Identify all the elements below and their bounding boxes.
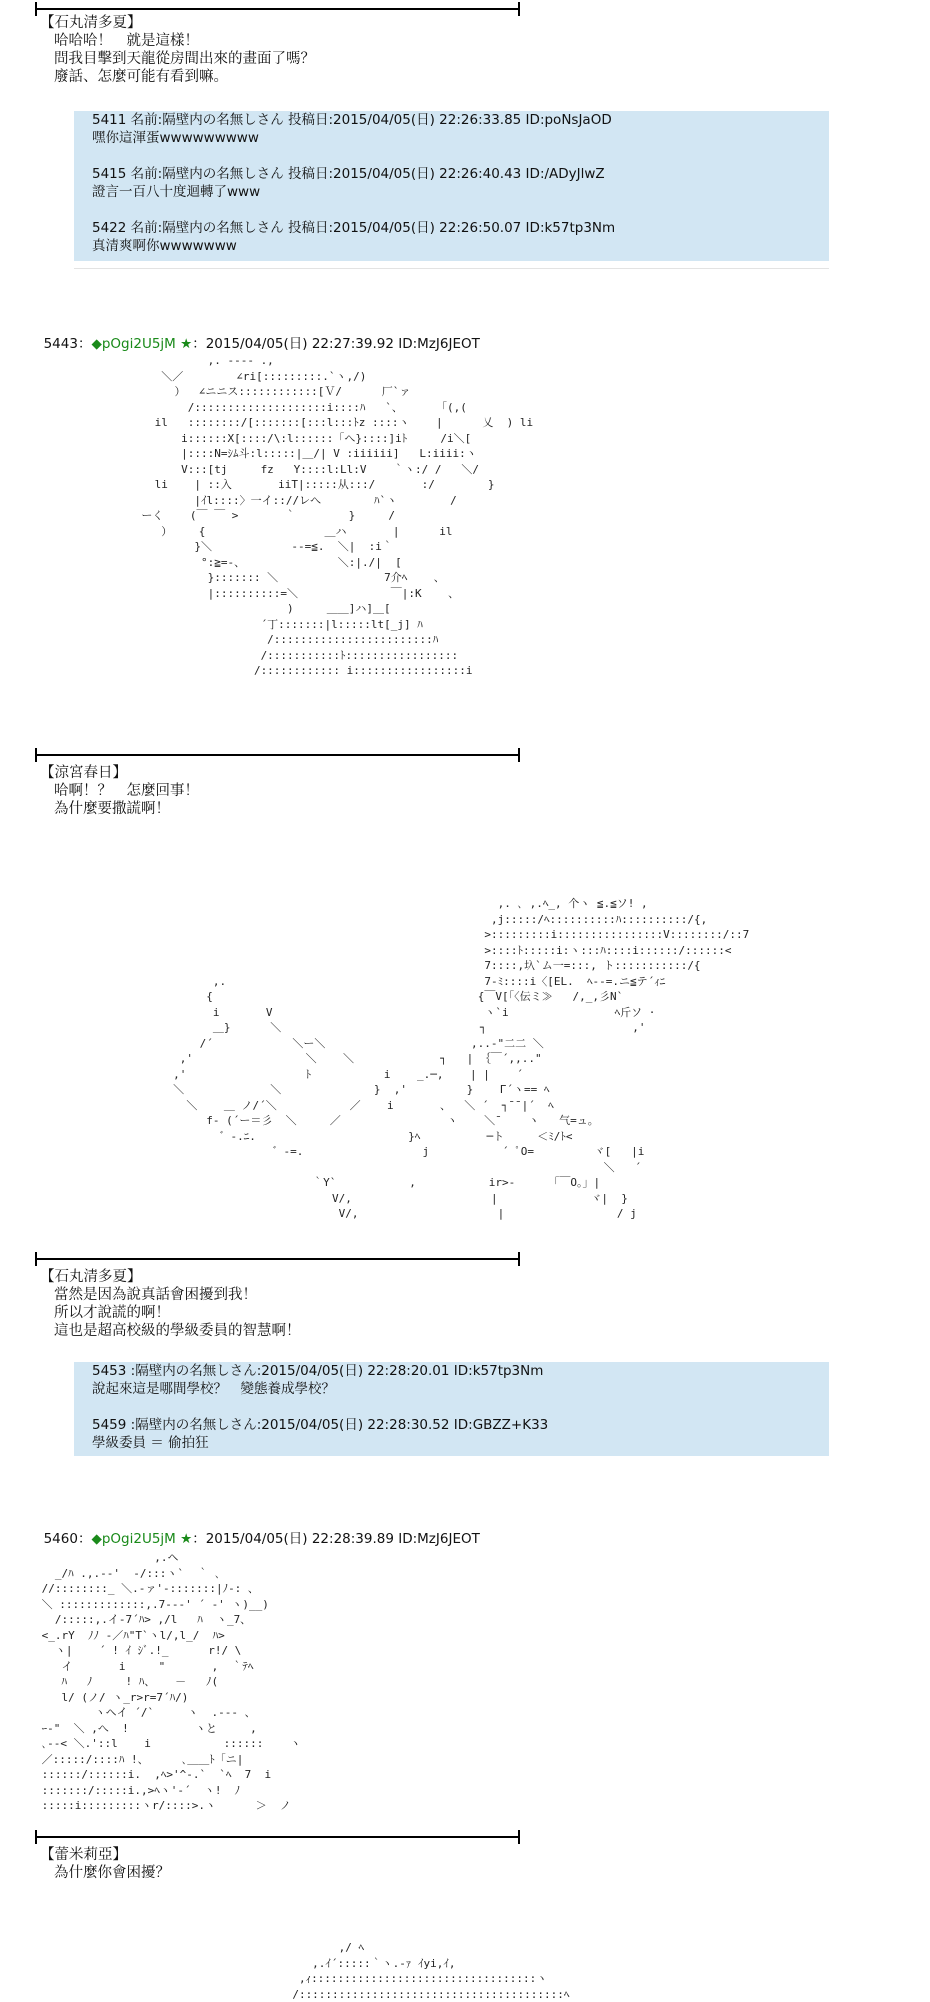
post-number: 5443：	[43, 336, 92, 352]
reply-box	[74, 111, 829, 261]
reply-text: 真清爽啊你wwwwwww	[92, 238, 237, 254]
ascii-art-character: ,. -‐-- ., ＼／ ∠ri[:::::::::.`ヽ,/) ） ∠ニニス::::::::::::[Ｖ/ 厂`ァ /::::::::::::::::::::i::::ﾊ `、 「(,( il ::::::::/[:::::::[:::l:::ﾄz ::::ヽ | 乂 ) li i::::::X[::::/\:l::::::「へ}::::]iﾄ /i＼[ |::::N=ｼﾑ斗:l:::::|＿/| V :iiiiii] L:iiii:ヽ V:::[tj fz Y::::l:Ll:V ｀ヽ:/ / ＼/ li | ::入 iiT|:::::从:::/ :/ } |ｲl::::〉一イ:://レへ ﾊ`ヽ / ーく (￣ ￣ > ｀ } / ） { ＿ハ | il }＼ --=≦. ＼| :i｀ °:≧=-、 ＼:|./| [ }::::::: ＼ 7介ﾍ 、 |::::::::::=＼ ￣|:K 、 ) ＿＿]ハ]＿[ ´丁:::::::|l:::::lt[_j] ﾊ /::::::::::::::::::::::::ﾊ /:::::::::::ﾄ::::::::::::::::: /:::::::::::: i:::::::::::::::::i	[141, 354, 534, 677]
post-tripcode: ◆pOgi2U5jM ★	[91, 1531, 193, 1547]
post-header	[35, 317, 480, 353]
reply-header: 5415 名前:隔壁内の名無しさん 投稿日:2015/04/05(日) 22:26:40.43 ID:/ADyJlwZ	[92, 166, 605, 182]
reply-entry	[74, 1362, 829, 1398]
reply-entry	[74, 111, 829, 147]
dialogue-line: 所以才說謊的啊！	[54, 1305, 170, 1321]
scene-divider	[35, 8, 520, 10]
reply-entry	[74, 219, 829, 255]
scene-divider	[35, 1836, 520, 1838]
ascii-art-scene: ,. ､ ,.ﾍ_, 个ヽ ≦.≦ソ! , ,j:::::/ﾍ::::::::::ﾊ::::::::::/{, >:::::::::i::::::::::::::::V::::::::/::7 >::::ﾄ:::::i:ヽ:::ﾊ::::i::::::/::::::< 7::::,圦`ム一=:::, ト:::::::::::/{ ,. 7-ﾐ::::i〈[EL. ﾍ--=.ニ≦テ´ｨﾆ { {￣V[「〈伝ミ≫ /,_,彡N` i V ヽ`i ﾍ斤ソ · ＿} ＼ ┐ ,' /´ ＼ー＼ ,..-"二二 ＼ ,' ＼ ＼ ┐ | ｛￣´,,.." ,' ﾄ i _.─, | | ´ ＼ ＼ } ,' } Γ´ヽ== ﾍ ＼ ＿ ノ/´＼ ／ i 、 ＼ ´ ┐¯¯|´ ﾍ f- (´ー＝彡 ＼ ／ ヽ ＼¯ ヽ 气=ュ。 ゛-.ﾆ. }ﾍ ─ト ＜ﾐ/ﾄ< ゛-=. j ´ ﾟO= ヾ[ |i ＼ ´ ｀Y` , ir>- 「￣O｡」| V/, | ヾ| } V/, | / j	[173, 897, 750, 1220]
reply-header: 5459 :隔壁内の名無しさん:2015/04/05(日) 22:28:30.52 ID:GBZZ+K33	[92, 1417, 549, 1433]
dialogue-line: 廢話、怎麼可能有看到嘛。	[54, 69, 228, 85]
reply-header: 5422 名前:隔壁内の名無しさん 投稿日:2015/04/05(日) 22:26:50.07 ID:k57tp3Nm	[92, 220, 616, 236]
reply-entry	[74, 165, 829, 201]
dialogue-line: 為什麼你會困擾？	[54, 1865, 170, 1881]
scene-divider	[35, 1258, 520, 1260]
dialogue-line: 哈哈哈！ 就是這樣！	[54, 33, 199, 49]
reply-text: 學級委員 ＝ 偷拍狂	[92, 1435, 209, 1451]
dialogue-line: 為什麼要撒謊啊！	[54, 801, 170, 817]
ascii-art-character: ,.ヘ _/ﾊ .,.-‐' ‐/:::ヽ` ｀ ､ //::::::::_ ＼.-ァ'-:::::::|ﾉ-: 、 ＼ :::::::::::::,.7---' ´ -' ヽ)__) /:::::,.イ-7´ﾊ> ,/l ﾊ ヽ_7、 <_.rY ﾉﾉ -／ﾊ"T`ヽl/,l_/ ﾊ> ヽ| ´ ! ｲ ｼﾞ.!_ r!/ \ イ i " , ｀ﾃﾍ ﾊ ﾉ ! ﾊ、 － ﾉ( l/ (ノ/ ヽ_r>r=7´ﾊ/) ヽヘイ ´/` ヽ .-‐- 、 ｰ‐" ＼ ,へ ! ヽと , ､‐-< ＼.'::l i :::::: ヽ ／:::::/::::ﾊ !、 ､＿＿ﾄ「ニ| ::::::/::::::i. ,ﾍ>'^-.` `ﾍ 7 i :::::::/:::::i.,>ﾍヽ'-´ ヽ! ﾉ :::::i:::::::::ヽr/::::>.ヽ ＞ ノ	[41, 1551, 301, 1812]
post-header	[35, 1512, 480, 1548]
speaker-name: 【涼宮春日】	[40, 765, 127, 781]
scene-divider	[35, 754, 520, 756]
speaker-name: 【蕾米莉亞】	[40, 1847, 127, 1863]
post-meta: ：2015/04/05(日) 22:28:39.89 ID:MzJ6JEOT	[192, 1531, 480, 1547]
reply-text: 說起來這是哪間學校？ 變態養成學校？	[92, 1381, 335, 1397]
dialogue-block	[40, 14, 315, 86]
dialogue-line: 當然是因為說真話會困擾到我！	[54, 1287, 257, 1303]
reply-underline	[74, 268, 829, 269]
reply-text: 證言一百八十度迴轉了www	[92, 184, 261, 200]
reply-text: 嘿你這渾蛋wwwwwwwww	[92, 130, 259, 146]
dialogue-block	[40, 1846, 170, 1882]
reply-entry	[74, 1416, 829, 1452]
dialogue-block	[40, 1268, 301, 1340]
post-number: 5460：	[43, 1531, 92, 1547]
ascii-art-character: ,/ ﾍ ,.ｲ´:::::｀ヽ.-ｧ ｲyi,ｲ, ,ｨ::::::::::::::::::::::::::::::::::ヽ /::::::::::::::::::::::::::::::::::::::::ﾍ	[292, 1941, 570, 2001]
dialogue-block	[40, 764, 199, 818]
post-meta: ：2015/04/05(日) 22:27:39.92 ID:MzJ6JEOT	[192, 336, 480, 352]
speaker-name: 【石丸清多夏】	[40, 1269, 142, 1285]
reply-box	[74, 1362, 829, 1456]
reply-header: 5453 :隔壁内の名無しさん:2015/04/05(日) 22:28:20.01 ID:k57tp3Nm	[92, 1363, 544, 1379]
dialogue-line: 哈啊！？ 怎麼回事！	[54, 783, 199, 799]
reply-header: 5411 名前:隔壁内の名無しさん 投稿日:2015/04/05(日) 22:26:33.85 ID:poNsJaOD	[92, 112, 612, 128]
post-tripcode: ◆pOgi2U5jM ★	[91, 336, 193, 352]
dialogue-line: 這也是超高校級的學級委員的智慧啊！	[54, 1323, 301, 1339]
dialogue-line: 問我目擊到天龍從房間出來的畫面了嗎？	[54, 51, 315, 67]
speaker-name: 【石丸清多夏】	[40, 15, 142, 31]
